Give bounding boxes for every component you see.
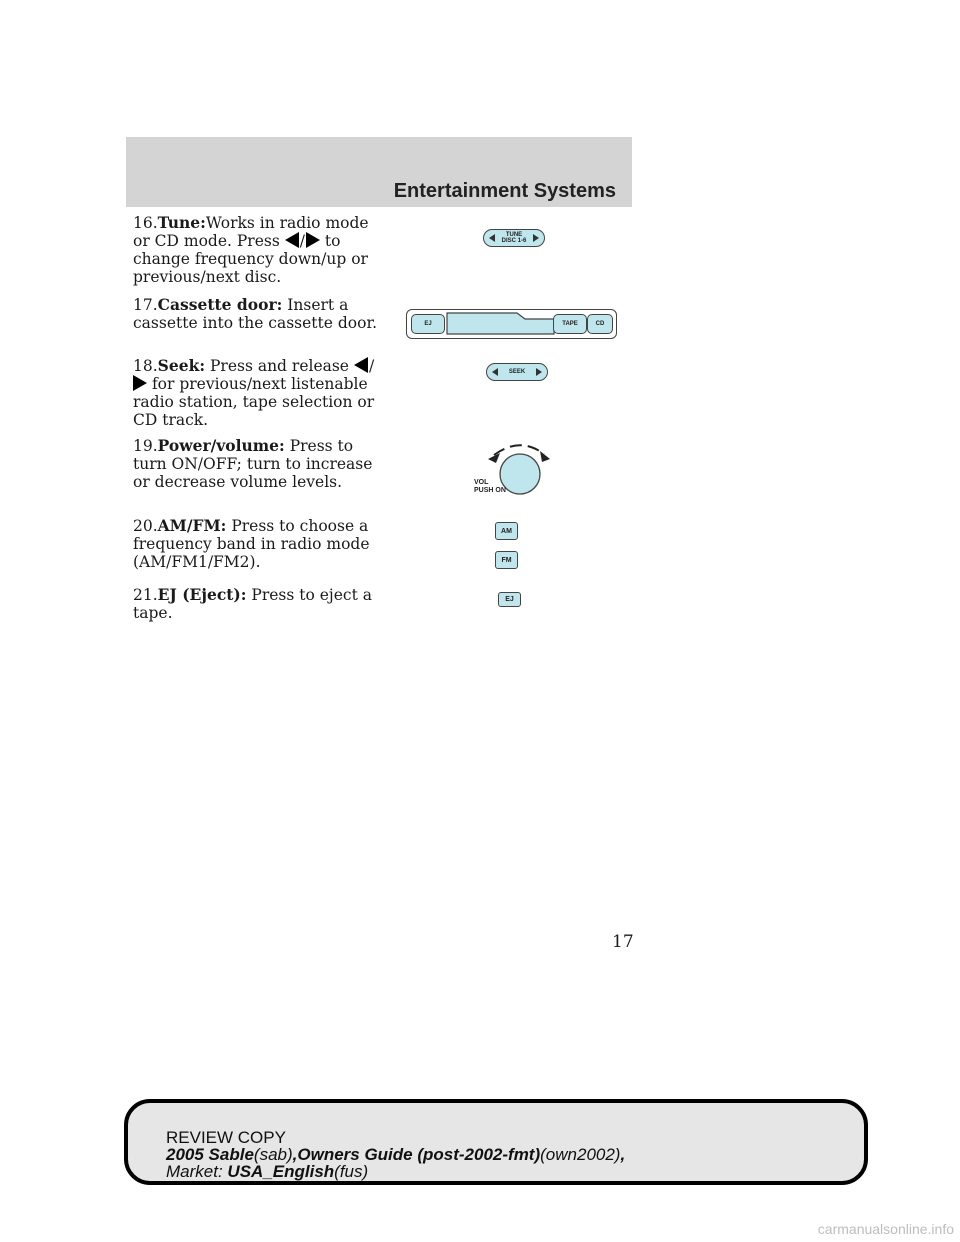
item-text-cont: for previous/next listenable radio station, tape selection or CD track. — [133, 375, 375, 429]
item-label: Power/volume: — [157, 436, 285, 455]
cassette-slot-graphic — [445, 310, 559, 338]
seek-label: SEEK — [508, 369, 526, 375]
page-number: 17 — [612, 932, 634, 952]
section-title: Entertainment Systems — [393, 180, 616, 202]
item-text: Press to eject a tape. — [133, 586, 372, 622]
item-label: Cassette door: — [157, 295, 283, 314]
item-text: Press and release — [209, 357, 349, 375]
right-arrow-icon — [133, 375, 147, 391]
fm-button-illustration: FM — [495, 551, 518, 569]
right-arrow-icon — [306, 232, 320, 248]
eject-button-illustration: EJ — [498, 592, 521, 607]
item-seek — [133, 357, 383, 429]
item-number: 17. — [133, 296, 158, 314]
item-text: Insert a cassette into the cassette door. — [133, 296, 378, 332]
document-info-line: 2005 Sable(sab),Owners Guide (post-2002-fmt)(own2002), — [166, 1145, 626, 1164]
item-number: 19. — [133, 437, 158, 455]
review-copy-box — [124, 1099, 868, 1185]
right-arrow-icon — [533, 234, 539, 242]
review-copy-text — [166, 1129, 625, 1180]
right-arrow-icon — [536, 368, 542, 376]
item-cassette-door — [133, 296, 383, 332]
item-number: 20. — [133, 517, 158, 535]
item-number: 18. — [133, 357, 158, 375]
tune-button-illustration — [483, 229, 545, 247]
item-am-fm — [133, 517, 383, 571]
seek-button-illustration — [486, 363, 548, 381]
item-tune — [133, 214, 383, 286]
item-text-cont: to change frequency down/up or previous/next disc. — [133, 232, 368, 286]
item-text: Press to turn ON/OFF; turn to increase or decrease volume levels. — [133, 437, 373, 491]
watermark-text: carmanualsonline.info — [817, 1221, 954, 1237]
left-arrow-icon — [354, 357, 368, 373]
item-label: AM/FM: — [157, 516, 227, 535]
item-power-volume — [133, 437, 383, 491]
left-arrow-icon — [489, 234, 495, 242]
eject-button-graphic: EJ — [411, 314, 445, 334]
slash: / — [368, 357, 375, 375]
review-copy-line: REVIEW COPY — [166, 1128, 286, 1147]
item-label: EJ (Eject): — [157, 585, 247, 604]
section-header-band — [126, 137, 632, 207]
item-eject — [133, 586, 383, 622]
item-number: 21. — [133, 586, 158, 604]
am-button-illustration: AM — [495, 522, 518, 540]
tape-button-graphic: TAPE — [553, 314, 587, 334]
tune-label: TUNE DISC 1-6 — [501, 232, 527, 244]
left-arrow-icon — [492, 368, 498, 376]
item-text: Press to choose a frequency band in radio mode (AM/FM1/FM2). — [133, 517, 370, 571]
vol-label: VOL PUSH ON — [474, 479, 506, 494]
slash: / — [299, 232, 305, 250]
market-line: Market: USA_English(fus) — [166, 1162, 369, 1181]
item-label: Tune: — [157, 213, 206, 232]
left-arrow-icon — [285, 232, 299, 248]
item-number: 16. — [133, 214, 158, 232]
item-label: Seek: — [157, 356, 206, 375]
cassette-door-illustration — [406, 309, 617, 339]
cd-button-graphic: CD — [587, 314, 613, 334]
volume-knob-illustration — [472, 436, 558, 498]
item-text: Works in radio mode or CD mode. Press — [133, 214, 369, 250]
